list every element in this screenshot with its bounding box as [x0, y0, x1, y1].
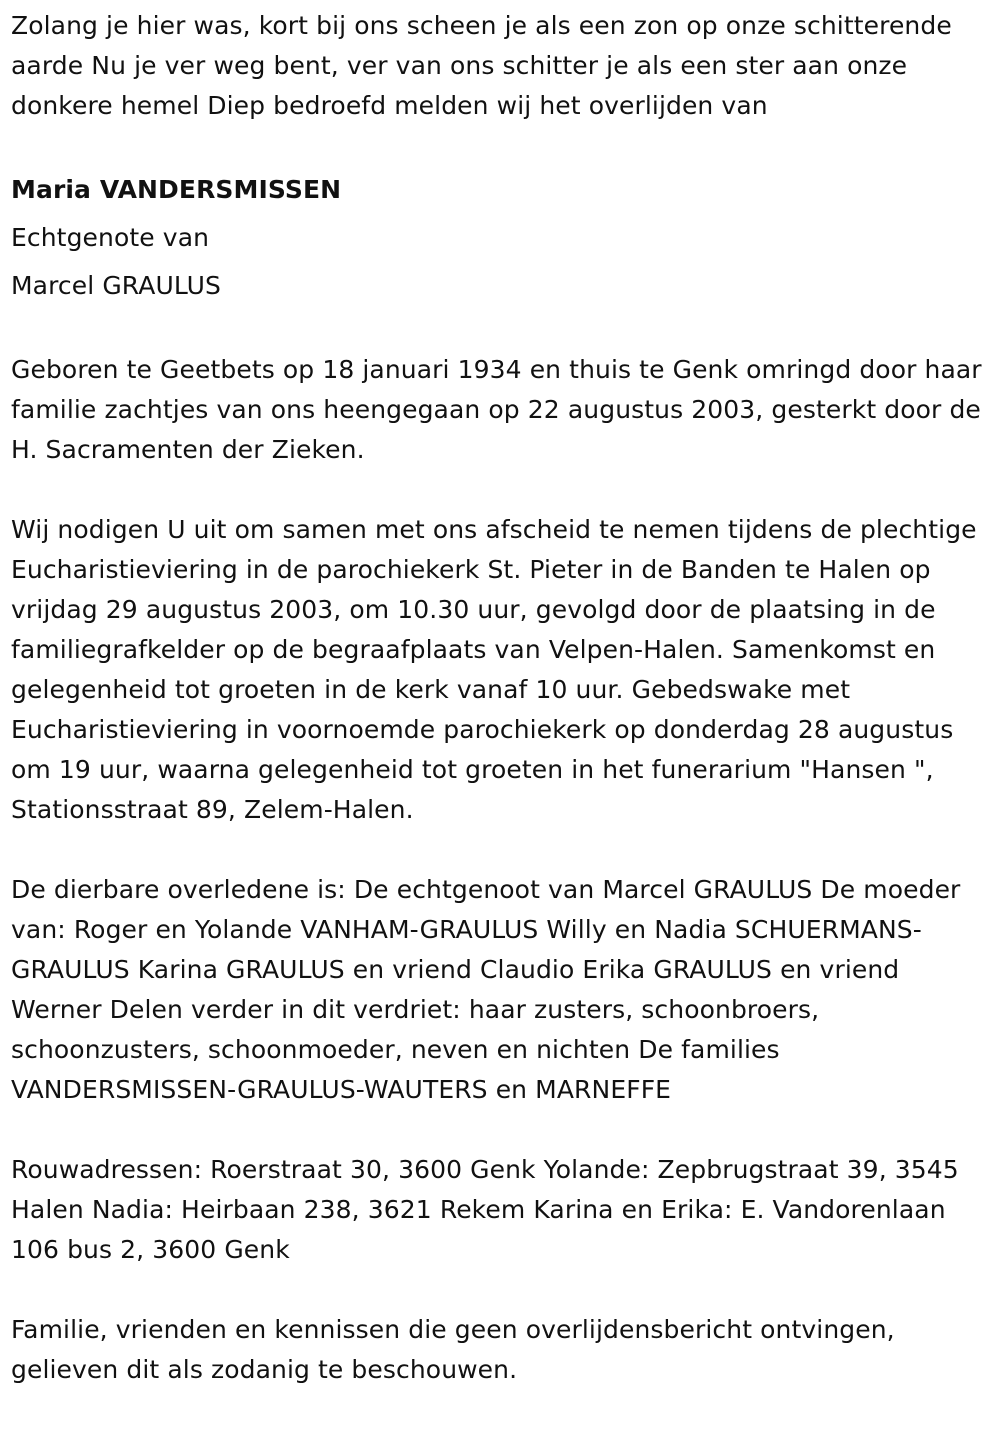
addresses-paragraph: Rouwadressen: Roerstraat 30, 3600 Genk Yolande: Zepbrugstraat 39, 3545 Halen Nadia: Heirbaan 238, 3621 Rekem Karina en Erika: E. Vandorenlaan 106 bus 2, 3600 Genk — [11, 1155, 959, 1264]
intro-paragraph: Zolang je hier was, kort bij ons scheen je als een zon op onze schitterende aarde Nu je ver weg bent, ver van ons schitter je als een ster aan onze donkere hemel Diep bedroefd melden wij het overlijden van — [11, 11, 952, 120]
deceased-block — [11, 166, 990, 310]
ceremony-paragraph: Wij nodigen U uit om samen met ons afscheid te nemen tijdens de plechtige Eucharistieviering in de parochiekerk St. Pieter in de Banden te Halen op vrijdag 29 augustus 2003, om 10.30 uur, gevolgd door de plaatsing in de familiegrafkelder op de begraafplaats van Velpen-Halen. Samenkomst en gelegenheid tot groeten in de kerk vanaf 10 uur. Gebedswake met Eucharistieviering in voornoemde parochiekerk op donderdag 28 augustus om 19 uur, waarna gelegenheid tot groeten in het funerarium "Hansen ", Stationsstraat 89, Zelem-Halen. — [11, 515, 977, 824]
spouse-name: Marcel GRAULUS — [11, 271, 222, 300]
birth-death-paragraph: Geboren te Geetbets op 18 januari 1934 en thuis te Genk omringd door haar familie zachtjes van ons heengegaan op 22 augustus 2003, gesterkt door de H. Sacramenten der Zieken. — [11, 355, 982, 464]
closing-paragraph: Familie, vrienden en kennissen die geen overlijdensbericht ontvingen, gelieven dit als zodanig te beschouwen. — [11, 1315, 895, 1384]
deceased-name: Maria VANDERSMISSEN — [11, 175, 342, 204]
family-paragraph: De dierbare overledene is: De echtgenoot van Marcel GRAULUS De moeder van: Roger en Yolande VANHAM-GRAULUS Willy en Nadia SCHUERMANS-GRAULUS Karina GRAULUS en vriend Claudio Erika GRAULUS en vriend Werner Delen verder in dit verdriet: haar zusters, schoonbroers, schoonzusters, schoonmoeder, neven en nichten De families VANDERSMISSEN-GRAULUS-WAUTERS en MARNEFFE — [11, 875, 961, 1104]
relation-label: Echtgenote van — [11, 223, 210, 252]
